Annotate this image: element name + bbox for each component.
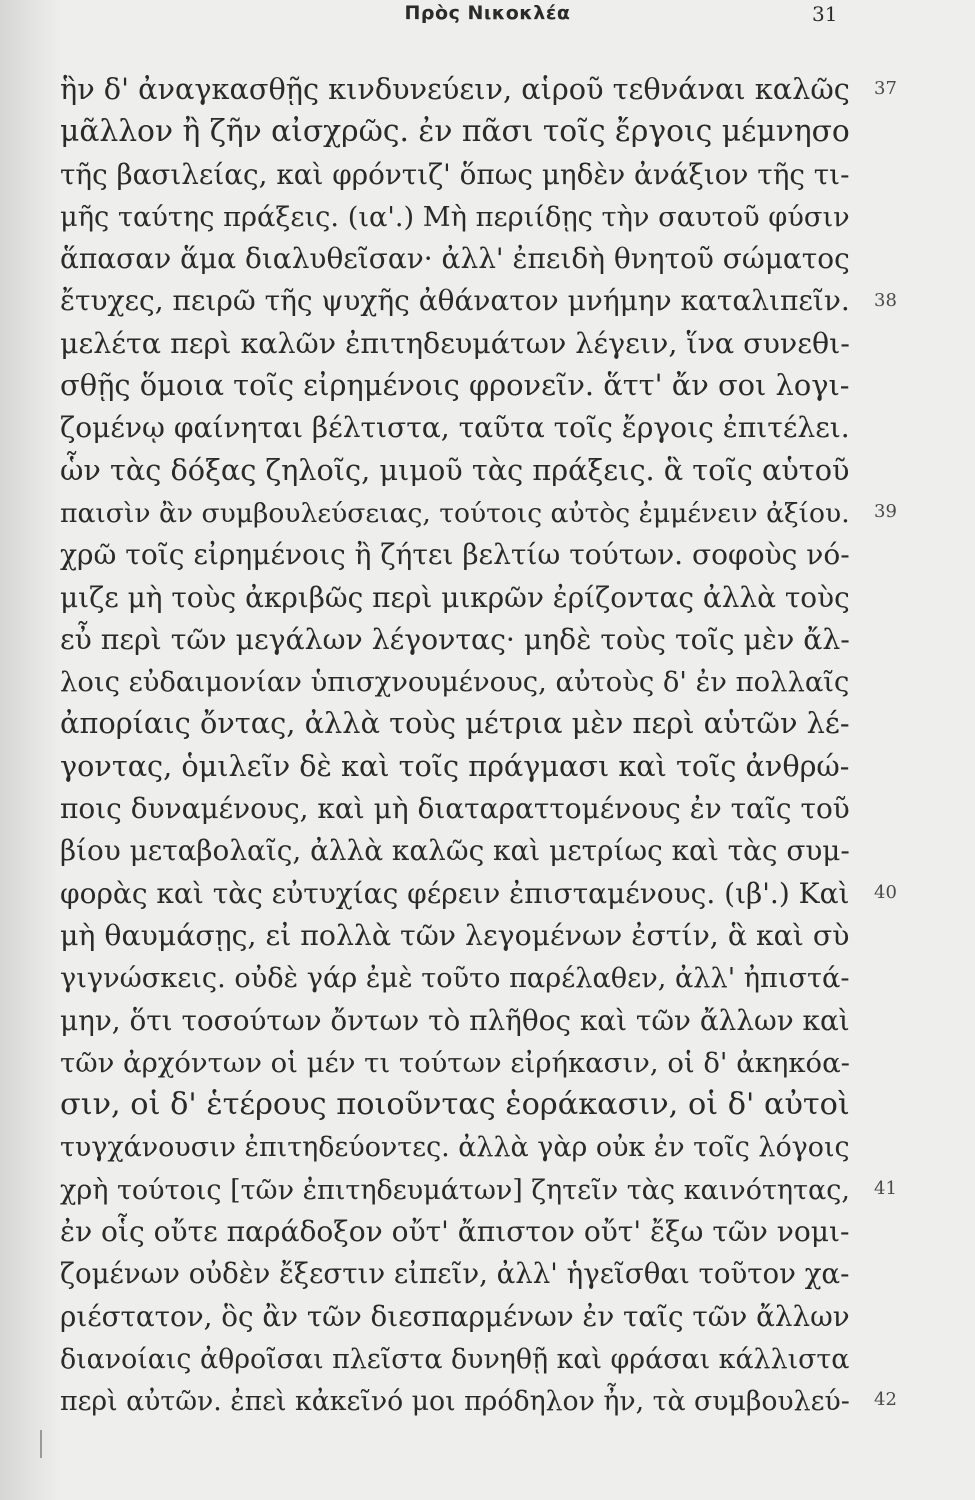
text-line bbox=[60, 660, 850, 702]
text-line bbox=[60, 237, 850, 279]
text-line bbox=[60, 829, 850, 871]
text-line bbox=[60, 618, 850, 660]
text-line-content: ἣν δ' ἀναγκασθῇς κινδυνεύειν, αἱροῦ τεθνάναι καλῶς bbox=[60, 72, 850, 106]
text-line bbox=[60, 745, 850, 787]
text-line-content: μην, ὅτι τοσούτων ὄντων τὸ πλῆθος καὶ τῶν ἄλλων καὶ bbox=[60, 1003, 850, 1037]
section-number: 37 bbox=[874, 78, 897, 99]
text-line bbox=[60, 279, 850, 321]
page-number: 31 bbox=[812, 2, 838, 26]
text-line bbox=[60, 406, 850, 448]
text-line bbox=[60, 1379, 850, 1421]
text-line-content: βίου μεταβολαῖς, ἀλλὰ καλῶς καὶ μετρίως καὶ τὰς συμ- bbox=[60, 834, 850, 868]
text-line bbox=[60, 576, 850, 618]
section-number: 41 bbox=[874, 1177, 897, 1199]
text-line bbox=[60, 1295, 850, 1337]
text-line bbox=[60, 1252, 850, 1294]
text-line-content: ἅπασαν ἅμα διαλυθεῖσαν· ἀλλ' ἐπειδὴ θνητοῦ σώματος bbox=[60, 242, 850, 276]
text-line-content: μᾶλλον ἢ ζῆν αἰσχρῶς. ἐν πᾶσι τοῖς ἔργοις μέμνησο bbox=[60, 114, 850, 150]
text-line-content: σθῇς ὅμοια τοῖς εἰρημένοις φρονεῖν. ἅττ' ἄν σοι λογι- bbox=[60, 368, 850, 403]
text-line-content: φορὰς καὶ τὰς εὐτυχίας φέρειν ἐπισταμένους. (ιβ'.) Καὶ bbox=[60, 876, 850, 910]
text-line bbox=[60, 1210, 850, 1252]
text-line bbox=[60, 956, 850, 998]
text-line bbox=[60, 110, 850, 152]
text-line bbox=[60, 491, 850, 533]
text-line-content: μιζε μὴ τοὺς ἀκριβῶς περὶ μικρῶν ἐρίζοντας ἀλλὰ τοὺς bbox=[60, 580, 850, 614]
text-line-content: ἀπορίαις ὄντας, ἀλλὰ τοὺς μέτρια μὲν περὶ αὑτῶν λέ- bbox=[60, 706, 850, 741]
text-line-content: τυγχάνουσιν ἐπιτηδεύοντες. ἀλλὰ γὰρ οὐκ ἐν τοῖς λόγοις bbox=[60, 1132, 850, 1164]
text-line-content: παισὶν ἂν συμβουλεύσειας, τούτοις αὐτὸς ἐμμένειν ἀξίου. bbox=[60, 497, 850, 529]
section-number: 39 bbox=[874, 501, 897, 522]
text-line bbox=[60, 1041, 850, 1083]
text-line-content: χρὴ τούτοις [τῶν ἐπιτηδευμάτων] ζητεῖν τὰς καινότητας, bbox=[60, 1174, 850, 1206]
text-line bbox=[60, 322, 850, 364]
text-line-content: ποις δυναμένους, καὶ μὴ διαταραττομένους ἐν ταῖς τοῦ bbox=[60, 792, 850, 826]
text-line-content: εὖ περὶ τῶν μεγάλων λέγοντας· μηδὲ τοὺς τοῖς μὲν ἄλ- bbox=[60, 622, 850, 656]
section-number: 42 bbox=[874, 1389, 897, 1411]
text-line bbox=[60, 1337, 850, 1379]
text-line-content: μελέτα περὶ καλῶν ἐπιτηδευμάτων λέγειν, ἵνα συνεθι- bbox=[60, 326, 850, 360]
text-line-content: μῆς ταύτης πράξεις. (ια'.) Μὴ περιίδῃς τὴν σαυτοῦ φύσιν bbox=[60, 201, 850, 233]
text-line-content: διανοίαις ἀθροῖσαι πλεῖστα δυνηθῇ καὶ φράσαι κάλλιστα bbox=[60, 1343, 850, 1375]
text-line-content: ζομένῳ φαίνηται βέλτιστα, ταῦτα τοῖς ἔργοις ἐπιτέλει. bbox=[60, 411, 850, 445]
text-line-content: σιν, οἱ δ' ἑτέρους ποιοῦντας ἑοράκασιν, οἱ δ' αὐτοὶ bbox=[60, 1087, 850, 1123]
text-line bbox=[60, 195, 850, 237]
spine-shadow bbox=[0, 0, 60, 1500]
section-number: 38 bbox=[874, 289, 897, 311]
text-line-content: ὧν τὰς δόξας ζηλοῖς, μιμοῦ τὰς πράξεις. ἃ τοῖς αὑτοῦ bbox=[60, 452, 850, 487]
text-line bbox=[60, 1125, 850, 1167]
text-line-content: γιγνώσκεις. οὐδὲ γάρ ἐμὲ τοῦτο παρέλαθεν, ἀλλ' ἠπιστά- bbox=[60, 963, 850, 995]
text-line-content: ζομένων οὐδὲν ἔξεστιν εἰπεῖν, ἀλλ' ἡγεῖσθαι τοῦτον χα- bbox=[60, 1257, 850, 1291]
text-line-content: ἔτυχες, πειρῶ τῆς ψυχῆς ἀθάνατον μνήμην καταλιπεῖν. bbox=[60, 284, 850, 318]
text-line-content: γοντας, ὁμιλεῖν δὲ καὶ τοῖς πράγμασι καὶ τοῖς ἀνθρώ- bbox=[60, 748, 850, 783]
text-line bbox=[60, 533, 850, 575]
text-line bbox=[60, 787, 850, 829]
text-line-content: ἐν οἷς οὔτε παράδοξον οὔτ' ἄπιστον οὔτ' ἔξω τῶν νομι- bbox=[60, 1215, 850, 1249]
text-line-content: ριέστατον, ὃς ἂν τῶν διεσπαρμένων ἐν ταῖς τῶν ἄλλων bbox=[60, 1299, 850, 1333]
text-line bbox=[60, 449, 850, 491]
text-line-content: χρῶ τοῖς εἰρημένοις ἢ ζήτει βελτίω τούτων. σοφοὺς νό- bbox=[60, 538, 850, 572]
text-line-content: περὶ αὐτῶν. ἐπεὶ κἀκεῖνό μοι πρόδηλον ἦν, τὰ συμβουλεύ- bbox=[60, 1386, 850, 1418]
text-line bbox=[60, 153, 850, 195]
text-line-content: τῶν ἀρχόντων οἱ μέν τι τούτων εἰρήκασιν, οἱ δ' ἀκηκόα- bbox=[60, 1047, 850, 1079]
text-line bbox=[60, 364, 850, 406]
text-line bbox=[60, 1168, 850, 1210]
text-line bbox=[60, 1083, 850, 1125]
text-line bbox=[60, 872, 850, 914]
text-line bbox=[60, 702, 850, 744]
text-line bbox=[60, 999, 850, 1041]
text-line bbox=[60, 914, 850, 956]
running-head: Πρὸς Νικοκλέα bbox=[404, 2, 571, 24]
text-line-content: τῆς βασιλείας, καὶ φρόντιζ' ὅπως μηδὲν ἀνάξιον τῆς τι- bbox=[60, 157, 850, 191]
body-text bbox=[60, 68, 850, 1422]
text-line-content: μὴ θαυμάσῃς, εἰ πολλὰ τῶν λεγομένων ἐστίν, ἃ καὶ σὺ bbox=[60, 918, 850, 952]
text-line-content: λοις εὐδαιμονίαν ὑπισχνουμένους, αὐτοὺς δ' ἐν πολλαῖς bbox=[60, 667, 850, 699]
margin-mark bbox=[40, 1430, 42, 1458]
text-line bbox=[60, 68, 850, 110]
section-number: 40 bbox=[874, 881, 897, 903]
